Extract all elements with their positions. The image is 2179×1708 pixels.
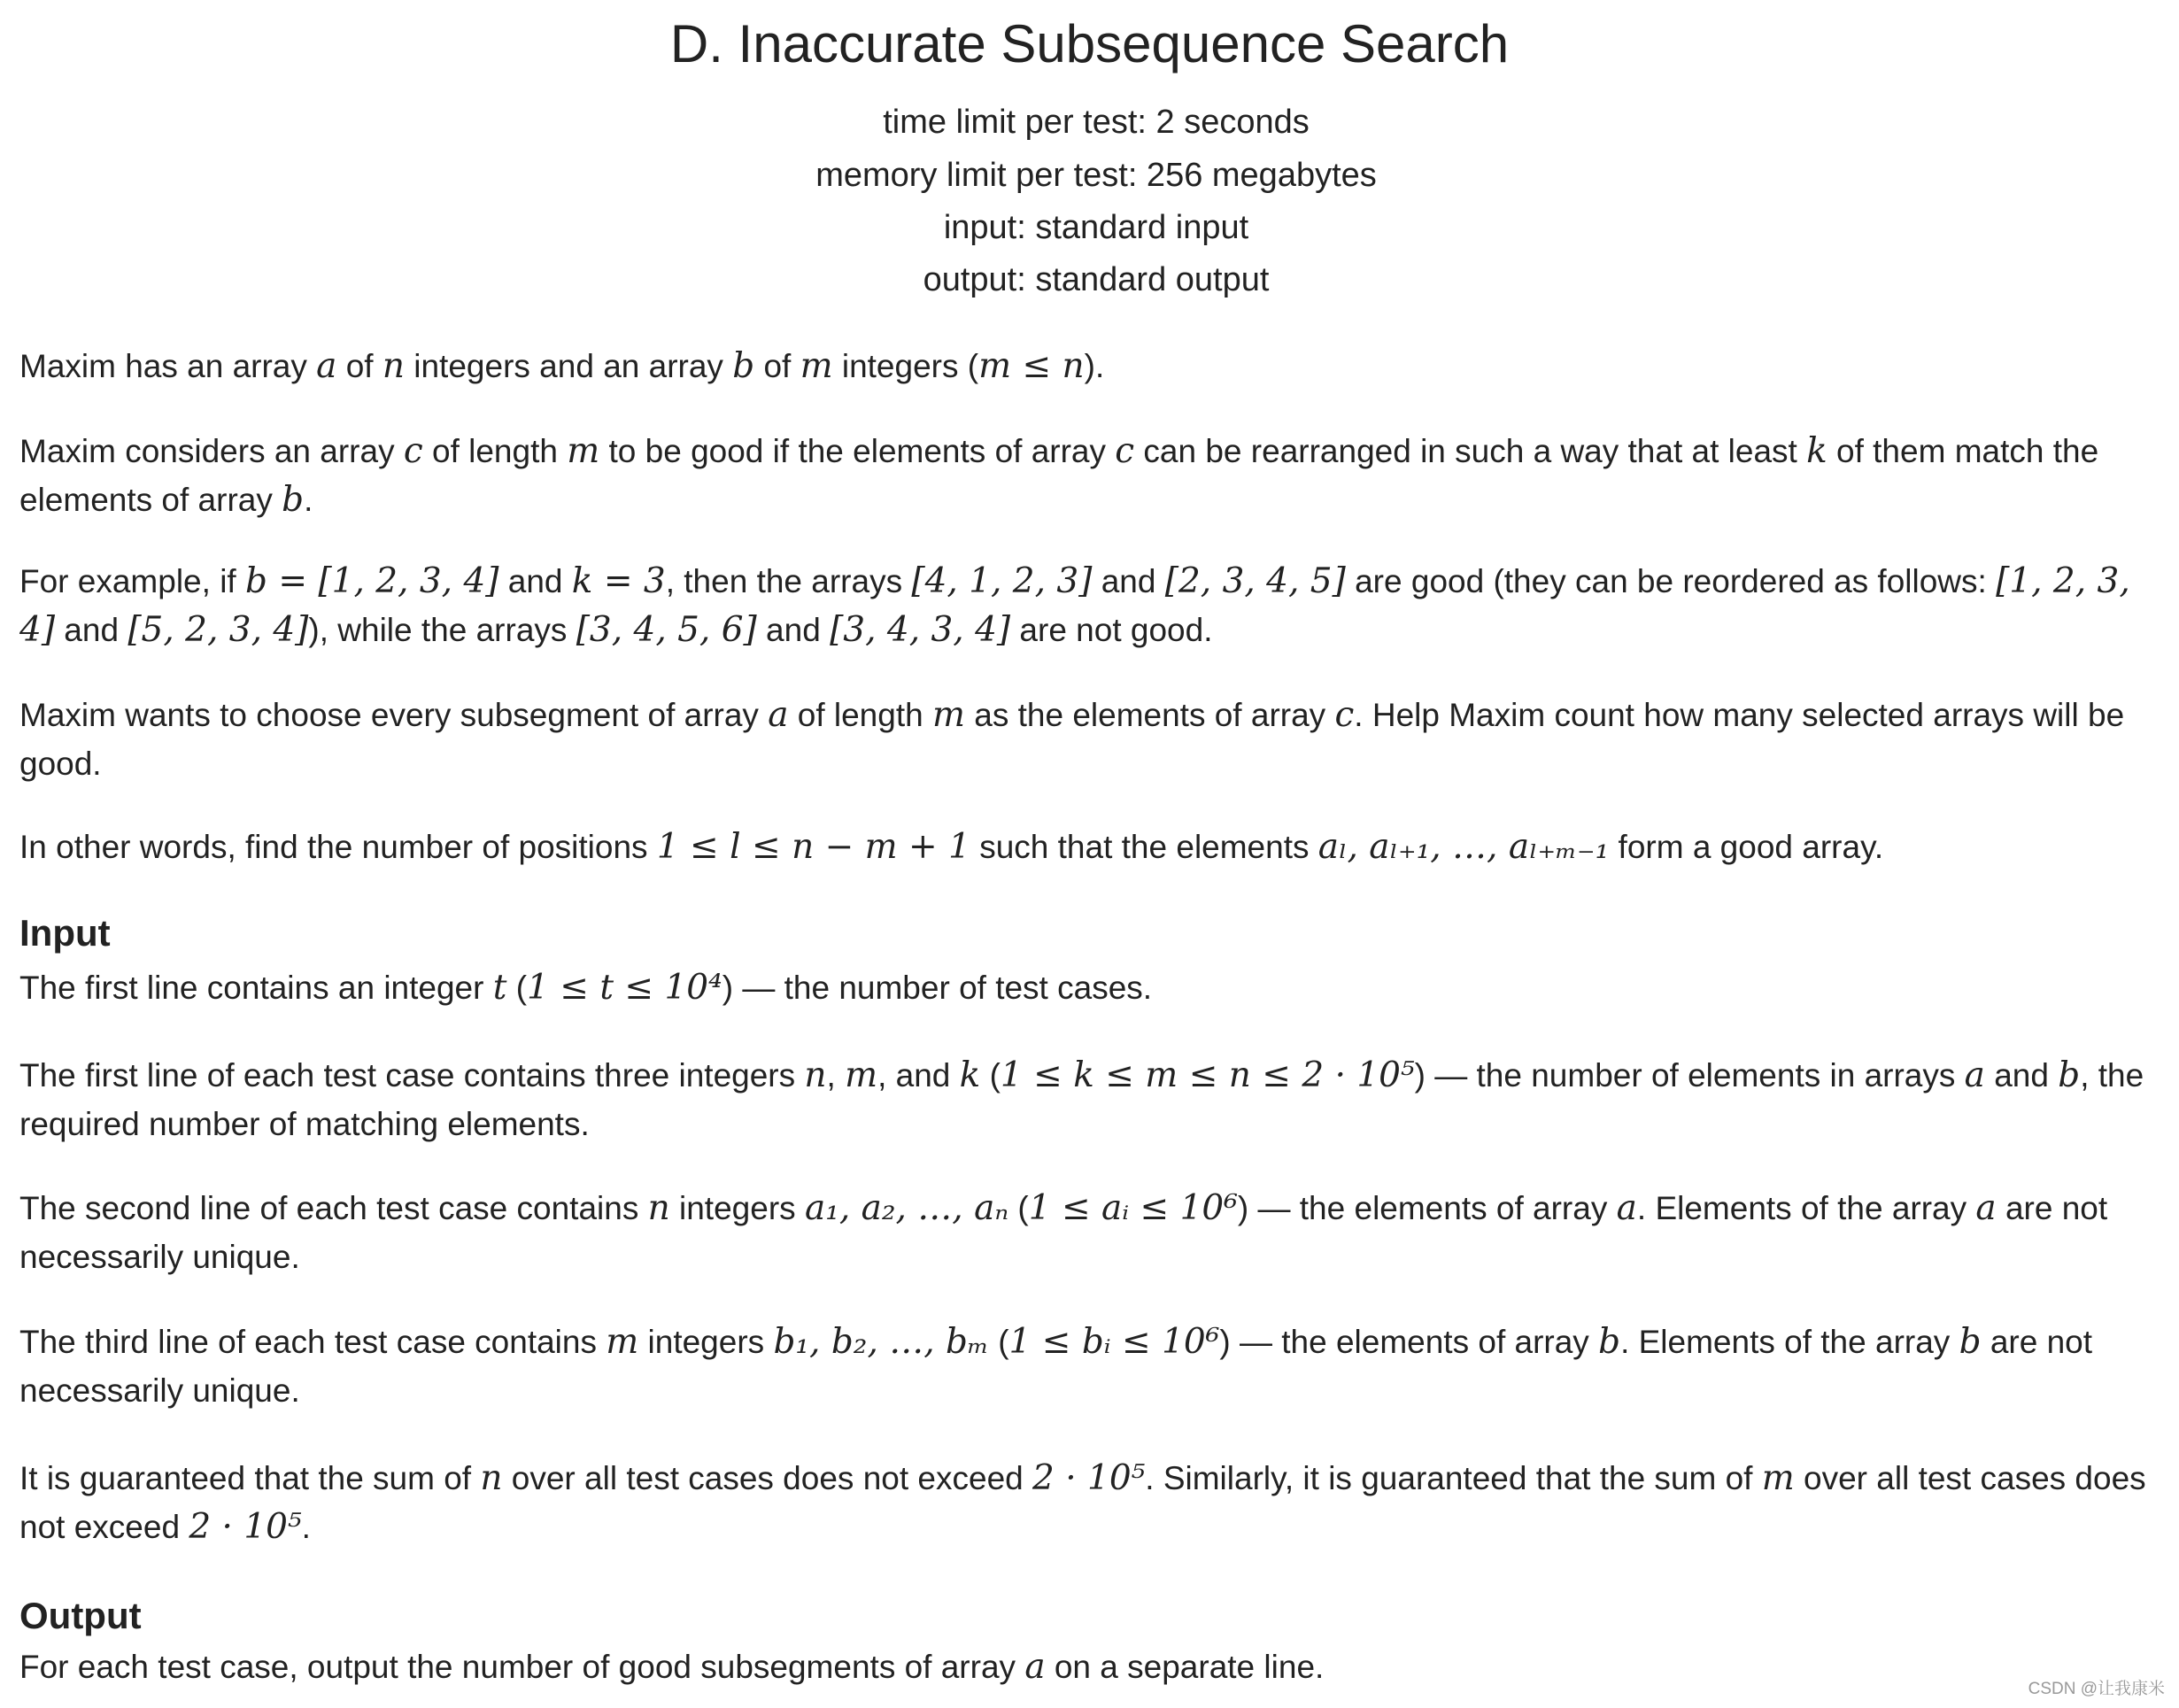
text-run: The first line of each test case contains three integers	[19, 1057, 805, 1094]
input-paragraph	[19, 1184, 2162, 1281]
math-expression: 1 ≤ t ≤ 10⁴	[527, 968, 722, 1008]
math-expression: [3, 4, 3, 4]	[830, 610, 1011, 650]
math-expression: m	[567, 431, 600, 471]
math-expression: 1 ≤ l ≤ n − m + 1	[656, 827, 970, 867]
math-expression: m	[1761, 1458, 1795, 1498]
math-expression: t	[492, 968, 507, 1008]
math-expression: [1, 2, 3, 4]	[19, 561, 2130, 650]
text-run: For each test case, output the number of good subsegments of array	[19, 1649, 1025, 1685]
math-expression: a	[768, 695, 789, 735]
math-expression: n	[480, 1458, 503, 1498]
text-run: integers and an array	[404, 348, 733, 384]
input-paragraph	[19, 1454, 2162, 1551]
text-run: of length	[422, 433, 568, 469]
text-run: The third line of each test case contains	[19, 1324, 607, 1360]
input-paragraph	[19, 1051, 2162, 1148]
text-run: and	[756, 612, 831, 648]
text-run: of them match the elements of array	[19, 433, 2099, 518]
input-paragraph	[19, 963, 2162, 1012]
text-run: (	[1008, 1190, 1029, 1226]
text-run: ), while the arrays	[308, 612, 576, 648]
memory-limit: memory limit per test: 256 megabytes	[815, 157, 1377, 194]
text-run: . Elements of the array	[1636, 1190, 1976, 1226]
math-expression: n	[804, 1055, 827, 1095]
math-expression: 1 ≤ bᵢ ≤ 10⁶	[1008, 1322, 1220, 1362]
text-run: (	[988, 1324, 1009, 1360]
statement-paragraph	[19, 823, 2162, 871]
math-expression: m	[845, 1055, 878, 1095]
text-run: on a separate line.	[1045, 1649, 1325, 1685]
text-run: over all test cases does not exceed	[19, 1460, 2146, 1545]
math-expression: m ≤ n	[978, 346, 1085, 386]
math-expression: 1 ≤ aᵢ ≤ 10⁶	[1028, 1188, 1238, 1228]
text-run: ) — the number of elements in arrays	[1414, 1057, 1965, 1094]
text-run: to be good if the elements of array	[599, 433, 1116, 469]
text-run: (	[506, 970, 528, 1006]
math-expression: b	[1959, 1322, 1982, 1362]
text-run: ) — the elements of array	[1219, 1324, 1599, 1360]
math-expression: m	[606, 1322, 639, 1362]
math-expression: b	[2058, 1055, 2081, 1095]
text-run: are not good.	[1010, 612, 1213, 648]
input-paragraph	[19, 1318, 2162, 1415]
text-run: , then the arrays	[665, 563, 912, 599]
text-run: and	[1092, 563, 1165, 599]
text-run: .	[301, 1509, 311, 1545]
math-expression: c	[403, 431, 423, 471]
text-run: It is guaranteed that the sum of	[19, 1460, 481, 1496]
text-run: are not necessarily unique.	[19, 1190, 2108, 1275]
text-run: of	[336, 348, 382, 384]
math-expression: [2, 3, 4, 5]	[1164, 561, 1346, 601]
text-run: . Similarly, it is guaranteed that the sum of	[1145, 1460, 1762, 1496]
math-expression: a₁, a₂, …, aₙ	[804, 1188, 1009, 1228]
text-run: form a good array.	[1609, 829, 1884, 865]
math-expression: m	[800, 346, 833, 386]
math-expression: [4, 1, 2, 3]	[911, 561, 1093, 601]
text-run: For example, if	[19, 563, 245, 599]
output-heading: Output	[19, 1595, 142, 1636]
text-run: of length	[788, 697, 932, 733]
text-run: .	[304, 482, 313, 518]
math-expression: b	[282, 480, 305, 520]
math-expression: 2 · 10⁵	[189, 1507, 302, 1547]
text-run: The first line contains an integer	[19, 970, 493, 1006]
text-run: Maxim wants to choose every subsegment of array	[19, 697, 769, 733]
output-paragraph	[19, 1642, 2162, 1691]
input-spec: input: standard input	[943, 209, 1249, 246]
math-expression: a	[1964, 1055, 1985, 1095]
math-expression: 2 · 10⁵	[1032, 1458, 1146, 1498]
text-run: of	[754, 348, 800, 384]
text-run: , and	[877, 1057, 960, 1094]
text-run: are good (they can be reordered as follows:	[1345, 563, 1997, 599]
text-run: . Help Maxim count how many selected arrays will be good.	[19, 697, 2125, 782]
math-expression: n	[647, 1188, 670, 1228]
watermark: CSDN @让我康米	[2028, 1680, 2165, 1698]
statement-paragraph	[19, 557, 2162, 654]
math-expression: a	[316, 346, 337, 386]
text-run: In other words, find the number of positions	[19, 829, 657, 865]
text-run: ) — the elements of array	[1237, 1190, 1617, 1226]
problem-title: D. Inaccurate Subsequence Search	[669, 14, 1510, 73]
input-heading: Input	[19, 912, 111, 954]
statement-paragraph	[19, 342, 2162, 390]
text-run: integers	[638, 1324, 774, 1360]
math-expression: c	[1115, 431, 1135, 471]
text-run: integers	[669, 1190, 805, 1226]
math-expression: b = [1, 2, 3, 4]	[244, 561, 499, 601]
output-spec: output: standard output	[923, 261, 1270, 298]
math-expression: n	[382, 346, 405, 386]
math-expression: b₁, b₂, …, bₘ	[773, 1322, 989, 1362]
statement-paragraph	[19, 427, 2162, 524]
math-expression: a	[1616, 1188, 1637, 1228]
math-expression: aₗ, aₗ₊₁, …, aₗ₊ₘ₋₁	[1317, 827, 1610, 867]
time-limit: time limit per test: 2 seconds	[883, 104, 1310, 141]
text-run: The second line of each test case contains	[19, 1190, 648, 1226]
math-expression: k	[1806, 431, 1827, 471]
text-run: and	[55, 612, 128, 648]
text-run: and	[498, 563, 572, 599]
math-expression: k = 3	[571, 561, 666, 601]
text-run: (	[980, 1057, 1001, 1094]
math-expression: c	[1334, 695, 1355, 735]
text-run: over all test cases does not exceed	[502, 1460, 1033, 1496]
math-expression: a	[1975, 1188, 1997, 1228]
text-run: such that the elements	[970, 829, 1318, 865]
text-run: . Elements of the array	[1620, 1324, 1959, 1360]
text-run: integers (	[832, 348, 979, 384]
text-run: are not necessarily unique.	[19, 1324, 2093, 1409]
text-run: Maxim considers an array	[19, 433, 404, 469]
text-run: Maxim has an array	[19, 348, 317, 384]
text-run: , the required number of matching elements.	[19, 1057, 2144, 1142]
math-expression: b	[732, 346, 755, 386]
math-expression: [5, 2, 3, 4]	[127, 610, 309, 650]
statement-paragraph	[19, 691, 2162, 788]
math-expression: a	[1024, 1647, 1046, 1687]
math-expression: 1 ≤ k ≤ m ≤ n ≤ 2 · 10⁵	[1000, 1055, 1415, 1095]
math-expression: [3, 4, 5, 6]	[576, 610, 757, 650]
text-run: ).	[1084, 348, 1105, 384]
math-expression: m	[931, 695, 965, 735]
text-run: ,	[826, 1057, 846, 1094]
text-run: and	[1984, 1057, 2059, 1094]
text-run: can be rearranged in such a way that at least	[1134, 433, 1807, 469]
text-run: ) — the number of test cases.	[722, 970, 1153, 1006]
math-expression: b	[1598, 1322, 1621, 1362]
math-expression: k	[959, 1055, 981, 1095]
text-run: as the elements of array	[964, 697, 1335, 733]
